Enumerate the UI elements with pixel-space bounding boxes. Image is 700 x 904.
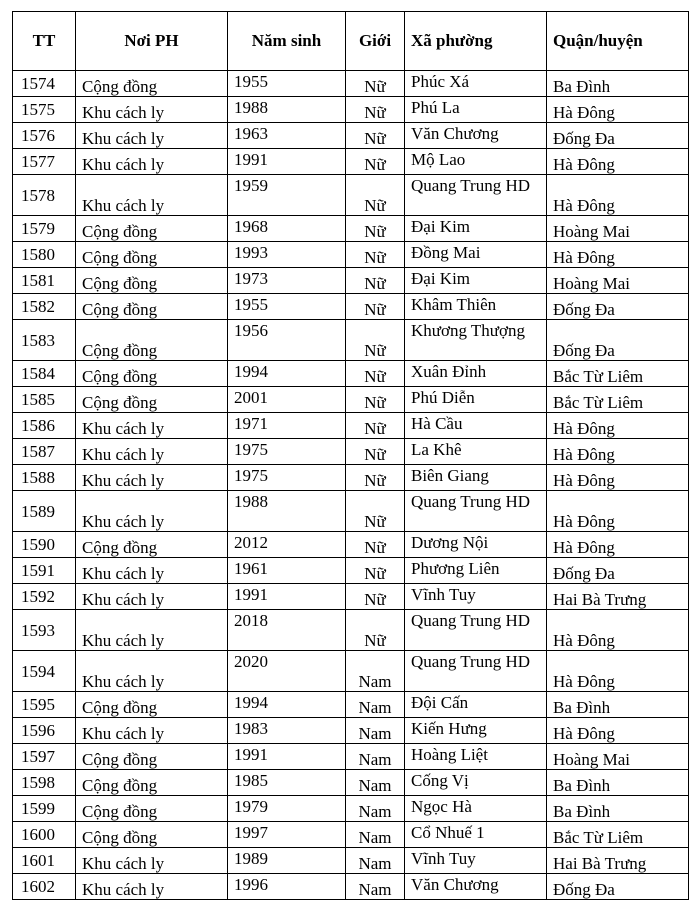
cell-nam-sinh: 1959	[228, 175, 346, 216]
cell-nam-sinh: 1988	[228, 97, 346, 123]
cell-quan-huyen: Hà Đông	[547, 413, 689, 439]
cell-nam-sinh: 1996	[228, 874, 346, 900]
cases-table	[12, 11, 689, 900]
table-row	[13, 692, 689, 718]
cell-gioi: Nữ	[346, 465, 405, 491]
cell-gioi: Nam	[346, 718, 405, 744]
table-row	[13, 848, 689, 874]
cell-gioi: Nữ	[346, 558, 405, 584]
cell-nam-sinh: 1971	[228, 413, 346, 439]
cell-noi-ph: Khu cách ly	[76, 610, 228, 651]
cell-noi-ph: Khu cách ly	[76, 718, 228, 744]
cell-tt: 1578	[13, 175, 76, 216]
cell-nam-sinh: 1979	[228, 796, 346, 822]
cell-tt: 1585	[13, 387, 76, 413]
cell-nam-sinh: 1985	[228, 770, 346, 796]
cell-nam-sinh: 1983	[228, 718, 346, 744]
cell-tt: 1581	[13, 268, 76, 294]
cell-noi-ph: Khu cách ly	[76, 465, 228, 491]
cell-nam-sinh: 1997	[228, 822, 346, 848]
cell-nam-sinh: 1991	[228, 584, 346, 610]
cell-noi-ph: Khu cách ly	[76, 149, 228, 175]
table-row	[13, 744, 689, 770]
cell-noi-ph: Khu cách ly	[76, 491, 228, 532]
cell-noi-ph: Cộng đồng	[76, 770, 228, 796]
cell-xa-phuong: Khâm Thiên	[405, 294, 547, 320]
cell-quan-huyen: Đống Đa	[547, 294, 689, 320]
cell-quan-huyen: Hà Đông	[547, 610, 689, 651]
table-row	[13, 874, 689, 900]
cell-tt: 1601	[13, 848, 76, 874]
cell-nam-sinh: 1975	[228, 439, 346, 465]
cell-nam-sinh: 1975	[228, 465, 346, 491]
cell-tt: 1582	[13, 294, 76, 320]
cell-gioi: Nữ	[346, 584, 405, 610]
cell-noi-ph: Cộng đồng	[76, 822, 228, 848]
header-xa-phuong: Xã phường	[405, 12, 547, 71]
table-row	[13, 651, 689, 692]
cell-tt: 1592	[13, 584, 76, 610]
table-row	[13, 123, 689, 149]
cell-nam-sinh: 2012	[228, 532, 346, 558]
cell-nam-sinh: 2018	[228, 610, 346, 651]
cell-xa-phuong: Kiến Hưng	[405, 718, 547, 744]
cell-nam-sinh: 1955	[228, 294, 346, 320]
table-row	[13, 822, 689, 848]
cell-xa-phuong: Phú La	[405, 97, 547, 123]
cell-gioi: Nữ	[346, 175, 405, 216]
table-row	[13, 770, 689, 796]
cell-quan-huyen: Hà Đông	[547, 439, 689, 465]
cell-xa-phuong: Khương Thượng	[405, 320, 547, 361]
cell-xa-phuong: Biên Giang	[405, 465, 547, 491]
header-gioi: Giới	[346, 12, 405, 71]
cell-gioi: Nam	[346, 744, 405, 770]
table-row	[13, 465, 689, 491]
cell-tt: 1583	[13, 320, 76, 361]
cell-xa-phuong: Mộ Lao	[405, 149, 547, 175]
cell-xa-phuong: Dương Nội	[405, 532, 547, 558]
cell-quan-huyen: Hai Bà Trưng	[547, 584, 689, 610]
cell-gioi: Nam	[346, 770, 405, 796]
header-nam-sinh: Năm sinh	[228, 12, 346, 71]
cell-gioi: Nữ	[346, 361, 405, 387]
cell-nam-sinh: 1973	[228, 268, 346, 294]
table-row	[13, 413, 689, 439]
cell-nam-sinh: 1963	[228, 123, 346, 149]
cell-nam-sinh: 1991	[228, 149, 346, 175]
table-row	[13, 558, 689, 584]
cell-quan-huyen: Hà Đông	[547, 97, 689, 123]
cell-xa-phuong: La Khê	[405, 439, 547, 465]
header-quan-huyen: Quận/huyện	[547, 12, 689, 71]
cell-gioi: Nữ	[346, 413, 405, 439]
cell-xa-phuong: Văn Chương	[405, 123, 547, 149]
table-row	[13, 610, 689, 651]
cell-gioi: Nữ	[346, 71, 405, 97]
cell-quan-huyen: Hà Đông	[547, 465, 689, 491]
cell-xa-phuong: Quang Trung HD	[405, 491, 547, 532]
cell-quan-huyen: Hai Bà Trưng	[547, 848, 689, 874]
cell-gioi: Nam	[346, 848, 405, 874]
cell-quan-huyen: Ba Đình	[547, 692, 689, 718]
table-row	[13, 71, 689, 97]
cell-quan-huyen: Bắc Từ Liêm	[547, 387, 689, 413]
table-row	[13, 268, 689, 294]
cell-quan-huyen: Ba Đình	[547, 770, 689, 796]
table-row	[13, 387, 689, 413]
cell-quan-huyen: Đống Đa	[547, 320, 689, 361]
cell-gioi: Nữ	[346, 491, 405, 532]
cell-nam-sinh: 2001	[228, 387, 346, 413]
cell-noi-ph: Khu cách ly	[76, 175, 228, 216]
cell-quan-huyen: Bắc Từ Liêm	[547, 361, 689, 387]
cell-gioi: Nữ	[346, 294, 405, 320]
cell-gioi: Nam	[346, 651, 405, 692]
cell-noi-ph: Cộng đồng	[76, 242, 228, 268]
table-row	[13, 242, 689, 268]
cell-nam-sinh: 1989	[228, 848, 346, 874]
cell-nam-sinh: 1955	[228, 71, 346, 97]
cell-noi-ph: Cộng đồng	[76, 692, 228, 718]
cell-gioi: Nữ	[346, 268, 405, 294]
cell-quan-huyen: Hà Đông	[547, 651, 689, 692]
cell-gioi: Nữ	[346, 216, 405, 242]
cell-nam-sinh: 1991	[228, 744, 346, 770]
cell-quan-huyen: Đống Đa	[547, 558, 689, 584]
cell-nam-sinh: 1956	[228, 320, 346, 361]
cell-xa-phuong: Văn Chương	[405, 874, 547, 900]
cell-xa-phuong: Vĩnh Tuy	[405, 848, 547, 874]
cell-gioi: Nữ	[346, 149, 405, 175]
cell-tt: 1596	[13, 718, 76, 744]
cell-quan-huyen: Hà Đông	[547, 532, 689, 558]
table-row	[13, 320, 689, 361]
cell-quan-huyen: Đống Đa	[547, 874, 689, 900]
cell-tt: 1576	[13, 123, 76, 149]
table-row	[13, 796, 689, 822]
cell-quan-huyen: Ba Đình	[547, 71, 689, 97]
cell-xa-phuong: Cổ Nhuế 1	[405, 822, 547, 848]
cell-xa-phuong: Quang Trung HD	[405, 610, 547, 651]
cell-gioi: Nam	[346, 692, 405, 718]
cell-noi-ph: Cộng đồng	[76, 387, 228, 413]
cell-quan-huyen: Hà Đông	[547, 491, 689, 532]
table-row	[13, 149, 689, 175]
table-row	[13, 361, 689, 387]
cell-tt: 1577	[13, 149, 76, 175]
cell-noi-ph: Cộng đồng	[76, 294, 228, 320]
cell-noi-ph: Khu cách ly	[76, 558, 228, 584]
cell-nam-sinh: 1968	[228, 216, 346, 242]
cell-gioi: Nữ	[346, 123, 405, 149]
cell-xa-phuong: Hoàng Liệt	[405, 744, 547, 770]
cell-tt: 1586	[13, 413, 76, 439]
cell-tt: 1579	[13, 216, 76, 242]
cell-noi-ph: Khu cách ly	[76, 97, 228, 123]
cell-tt: 1587	[13, 439, 76, 465]
table-row	[13, 491, 689, 532]
header-row	[13, 12, 689, 71]
cell-tt: 1588	[13, 465, 76, 491]
cell-tt: 1602	[13, 874, 76, 900]
table-row	[13, 718, 689, 744]
cell-quan-huyen: Ba Đình	[547, 796, 689, 822]
cell-noi-ph: Khu cách ly	[76, 123, 228, 149]
cell-noi-ph: Khu cách ly	[76, 413, 228, 439]
cell-noi-ph: Cộng đồng	[76, 216, 228, 242]
cell-quan-huyen: Hà Đông	[547, 175, 689, 216]
table-row	[13, 97, 689, 123]
cell-nam-sinh: 1961	[228, 558, 346, 584]
cell-xa-phuong: Quang Trung HD	[405, 651, 547, 692]
cell-gioi: Nữ	[346, 532, 405, 558]
cell-tt: 1593	[13, 610, 76, 651]
cell-tt: 1584	[13, 361, 76, 387]
cell-noi-ph: Khu cách ly	[76, 439, 228, 465]
cell-tt: 1590	[13, 532, 76, 558]
cell-tt: 1575	[13, 97, 76, 123]
table-body	[13, 71, 689, 900]
cell-tt: 1594	[13, 651, 76, 692]
cell-xa-phuong: Đồng Mai	[405, 242, 547, 268]
table-row	[13, 294, 689, 320]
cell-quan-huyen: Hà Đông	[547, 149, 689, 175]
cell-nam-sinh: 1994	[228, 692, 346, 718]
cell-gioi: Nữ	[346, 320, 405, 361]
cell-tt: 1589	[13, 491, 76, 532]
table-row	[13, 532, 689, 558]
cell-noi-ph: Khu cách ly	[76, 874, 228, 900]
cell-quan-huyen: Bắc Từ Liêm	[547, 822, 689, 848]
cell-tt: 1595	[13, 692, 76, 718]
cell-noi-ph: Cộng đồng	[76, 361, 228, 387]
table-row	[13, 439, 689, 465]
cell-gioi: Nữ	[346, 439, 405, 465]
cell-quan-huyen: Đống Đa	[547, 123, 689, 149]
cell-noi-ph: Cộng đồng	[76, 268, 228, 294]
table-row	[13, 175, 689, 216]
cell-tt: 1591	[13, 558, 76, 584]
cell-tt: 1574	[13, 71, 76, 97]
cell-noi-ph: Khu cách ly	[76, 584, 228, 610]
cell-gioi: Nữ	[346, 387, 405, 413]
cell-noi-ph: Cộng đồng	[76, 532, 228, 558]
cell-xa-phuong: Vĩnh Tuy	[405, 584, 547, 610]
cell-nam-sinh: 1988	[228, 491, 346, 532]
cell-tt: 1597	[13, 744, 76, 770]
cell-gioi: Nam	[346, 874, 405, 900]
cell-nam-sinh: 2020	[228, 651, 346, 692]
cell-nam-sinh: 1993	[228, 242, 346, 268]
cell-xa-phuong: Đại Kim	[405, 216, 547, 242]
cell-gioi: Nữ	[346, 610, 405, 651]
cell-noi-ph: Cộng đồng	[76, 744, 228, 770]
cell-noi-ph: Khu cách ly	[76, 651, 228, 692]
cell-xa-phuong: Phúc Xá	[405, 71, 547, 97]
header-noi-ph: Nơi PH	[76, 12, 228, 71]
cell-xa-phuong: Ngọc Hà	[405, 796, 547, 822]
cell-gioi: Nam	[346, 796, 405, 822]
cell-xa-phuong: Đại Kim	[405, 268, 547, 294]
cell-noi-ph: Cộng đồng	[76, 320, 228, 361]
cell-quan-huyen: Hoàng Mai	[547, 268, 689, 294]
cell-xa-phuong: Cống Vị	[405, 770, 547, 796]
cell-noi-ph: Khu cách ly	[76, 848, 228, 874]
cell-noi-ph: Cộng đồng	[76, 71, 228, 97]
cell-tt: 1580	[13, 242, 76, 268]
cell-xa-phuong: Đội Cấn	[405, 692, 547, 718]
table-row	[13, 584, 689, 610]
header-tt: TT	[13, 12, 76, 71]
cell-nam-sinh: 1994	[228, 361, 346, 387]
cell-gioi: Nam	[346, 822, 405, 848]
cell-xa-phuong: Quang Trung HD	[405, 175, 547, 216]
cell-tt: 1598	[13, 770, 76, 796]
cell-xa-phuong: Phương Liên	[405, 558, 547, 584]
table-row	[13, 216, 689, 242]
cell-tt: 1600	[13, 822, 76, 848]
cell-tt: 1599	[13, 796, 76, 822]
cell-gioi: Nữ	[346, 97, 405, 123]
cell-xa-phuong: Xuân Đỉnh	[405, 361, 547, 387]
cell-quan-huyen: Hoàng Mai	[547, 744, 689, 770]
cell-quan-huyen: Hà Đông	[547, 718, 689, 744]
cell-quan-huyen: Hoàng Mai	[547, 216, 689, 242]
cell-xa-phuong: Phú Diễn	[405, 387, 547, 413]
cell-noi-ph: Cộng đồng	[76, 796, 228, 822]
cell-quan-huyen: Hà Đông	[547, 242, 689, 268]
cell-gioi: Nữ	[346, 242, 405, 268]
cell-xa-phuong: Hà Cầu	[405, 413, 547, 439]
